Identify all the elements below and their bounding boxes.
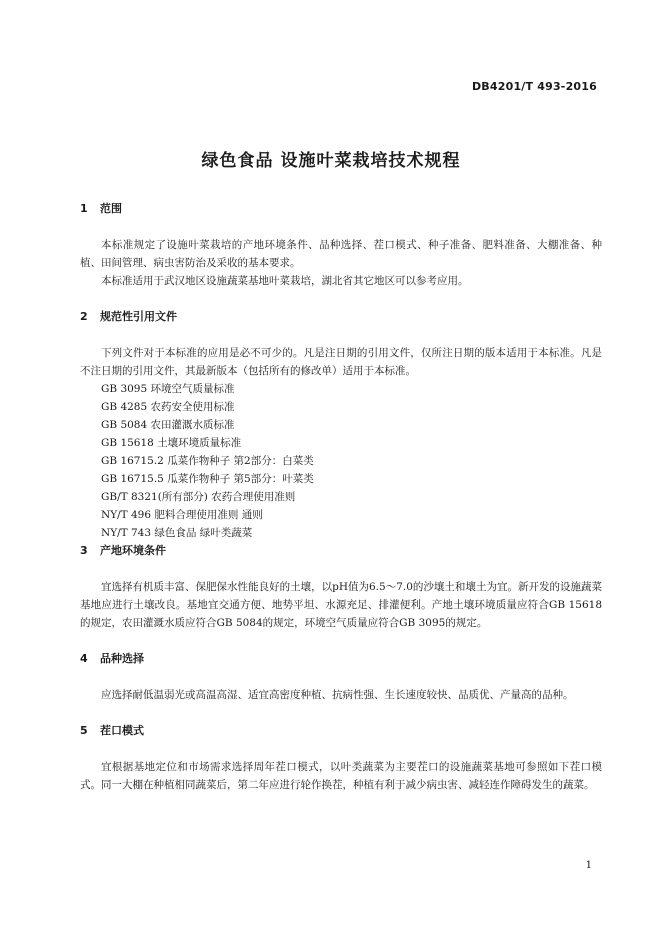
paragraph: 宜根据基地定位和市场需求选择周年茬口模式，以叶类蔬菜为主要茬口的设施蔬菜基地可参照如下茬口模式。同一大棚在种植相同蔬菜后，第二年应进行轮作换茬，种植有利于减少病虫害、减轻连作障碍发生的蔬菜。	[80, 761, 602, 791]
paragraph: 本标准适用于武汉地区设施蔬菜基地叶菜栽培，湖北省其它地区可以参考应用。	[101, 275, 469, 287]
section-cropping-pattern	[80, 722, 602, 794]
section-number: 5	[80, 724, 88, 737]
reference-item: GB/T 8321(所有部分) 农药合理使用准则	[101, 491, 296, 503]
paragraph: 宜选择有机质丰富、保肥保水性能良好的土壤，以pH值为6.5～7.0的沙壤土和壤土为宜。新开发的设施蔬菜基地应进行土壤改良。基地宜交通方便、地势平坦、水源充足、排灌便利。产地土壤环境质量应符合GB 15618的规定，农田灌溉水质应符合GB 5084的规定，环境空气质量应符合GB 3095的规定。	[80, 581, 602, 629]
section-heading	[80, 308, 602, 326]
standard-code: DB4201/T 493-2016	[471, 80, 597, 93]
section-number: 1	[80, 202, 88, 215]
section-number: 3	[80, 544, 88, 557]
section-variety-selection	[80, 650, 602, 704]
paragraph: 本标准规定了设施叶菜栽培的产地环境条件、品种选择、茬口模式、种子准备、肥料准备、大棚准备、种植、田间管理、病虫害防治及采收的基本要求。	[80, 239, 602, 269]
document-body	[80, 200, 602, 794]
reference-item: NY/T 496 肥料合理使用准则 通则	[101, 509, 263, 521]
paragraph: 下列文件对于本标准的应用是必不可少的。凡是注日期的引用文件，仅所注日期的版本适用于本标准。凡是不注日期的引用文件，其最新版本（包括所有的修改单）适用于本标准。	[80, 347, 602, 377]
section-number: 2	[80, 310, 88, 323]
reference-item: GB 5084 农田灌溉水质标准	[101, 419, 235, 431]
paragraph: 应选择耐低温弱光或高温高湿、适宜高密度种植、抗病性强、生长速度较快、品质优、产量高的品种。	[101, 689, 574, 701]
section-title: 规范性引用文件	[100, 310, 177, 323]
section-heading	[80, 650, 602, 668]
reference-item: GB 15618 土壤环境质量标准	[101, 437, 242, 449]
section-title: 茬口模式	[100, 724, 144, 737]
reference-item: NY/T 743 绿色食品 绿叶类蔬菜	[101, 527, 253, 539]
section-heading	[80, 542, 602, 560]
reference-item: GB 16715.2 瓜菜作物种子 第2部分：白菜类	[101, 455, 314, 467]
reference-item: GB 3095 环境空气质量标准	[101, 383, 235, 395]
section-heading	[80, 200, 602, 218]
section-scope	[80, 200, 602, 290]
section-title: 范围	[100, 202, 122, 215]
section-number: 4	[80, 652, 88, 665]
reference-item: GB 16715.5 瓜菜作物种子 第5部分：叶菜类	[101, 473, 314, 485]
section-environment-conditions	[80, 542, 602, 632]
reference-item: GB 4285 农药安全使用标准	[101, 401, 235, 413]
page-number: 1	[585, 860, 592, 871]
section-normative-references	[80, 308, 602, 542]
section-title: 品种选择	[100, 652, 144, 665]
section-title: 产地环境条件	[100, 544, 166, 557]
section-heading	[80, 722, 602, 740]
document-title: 绿色食品 设施叶菜栽培技术规程	[201, 151, 461, 171]
